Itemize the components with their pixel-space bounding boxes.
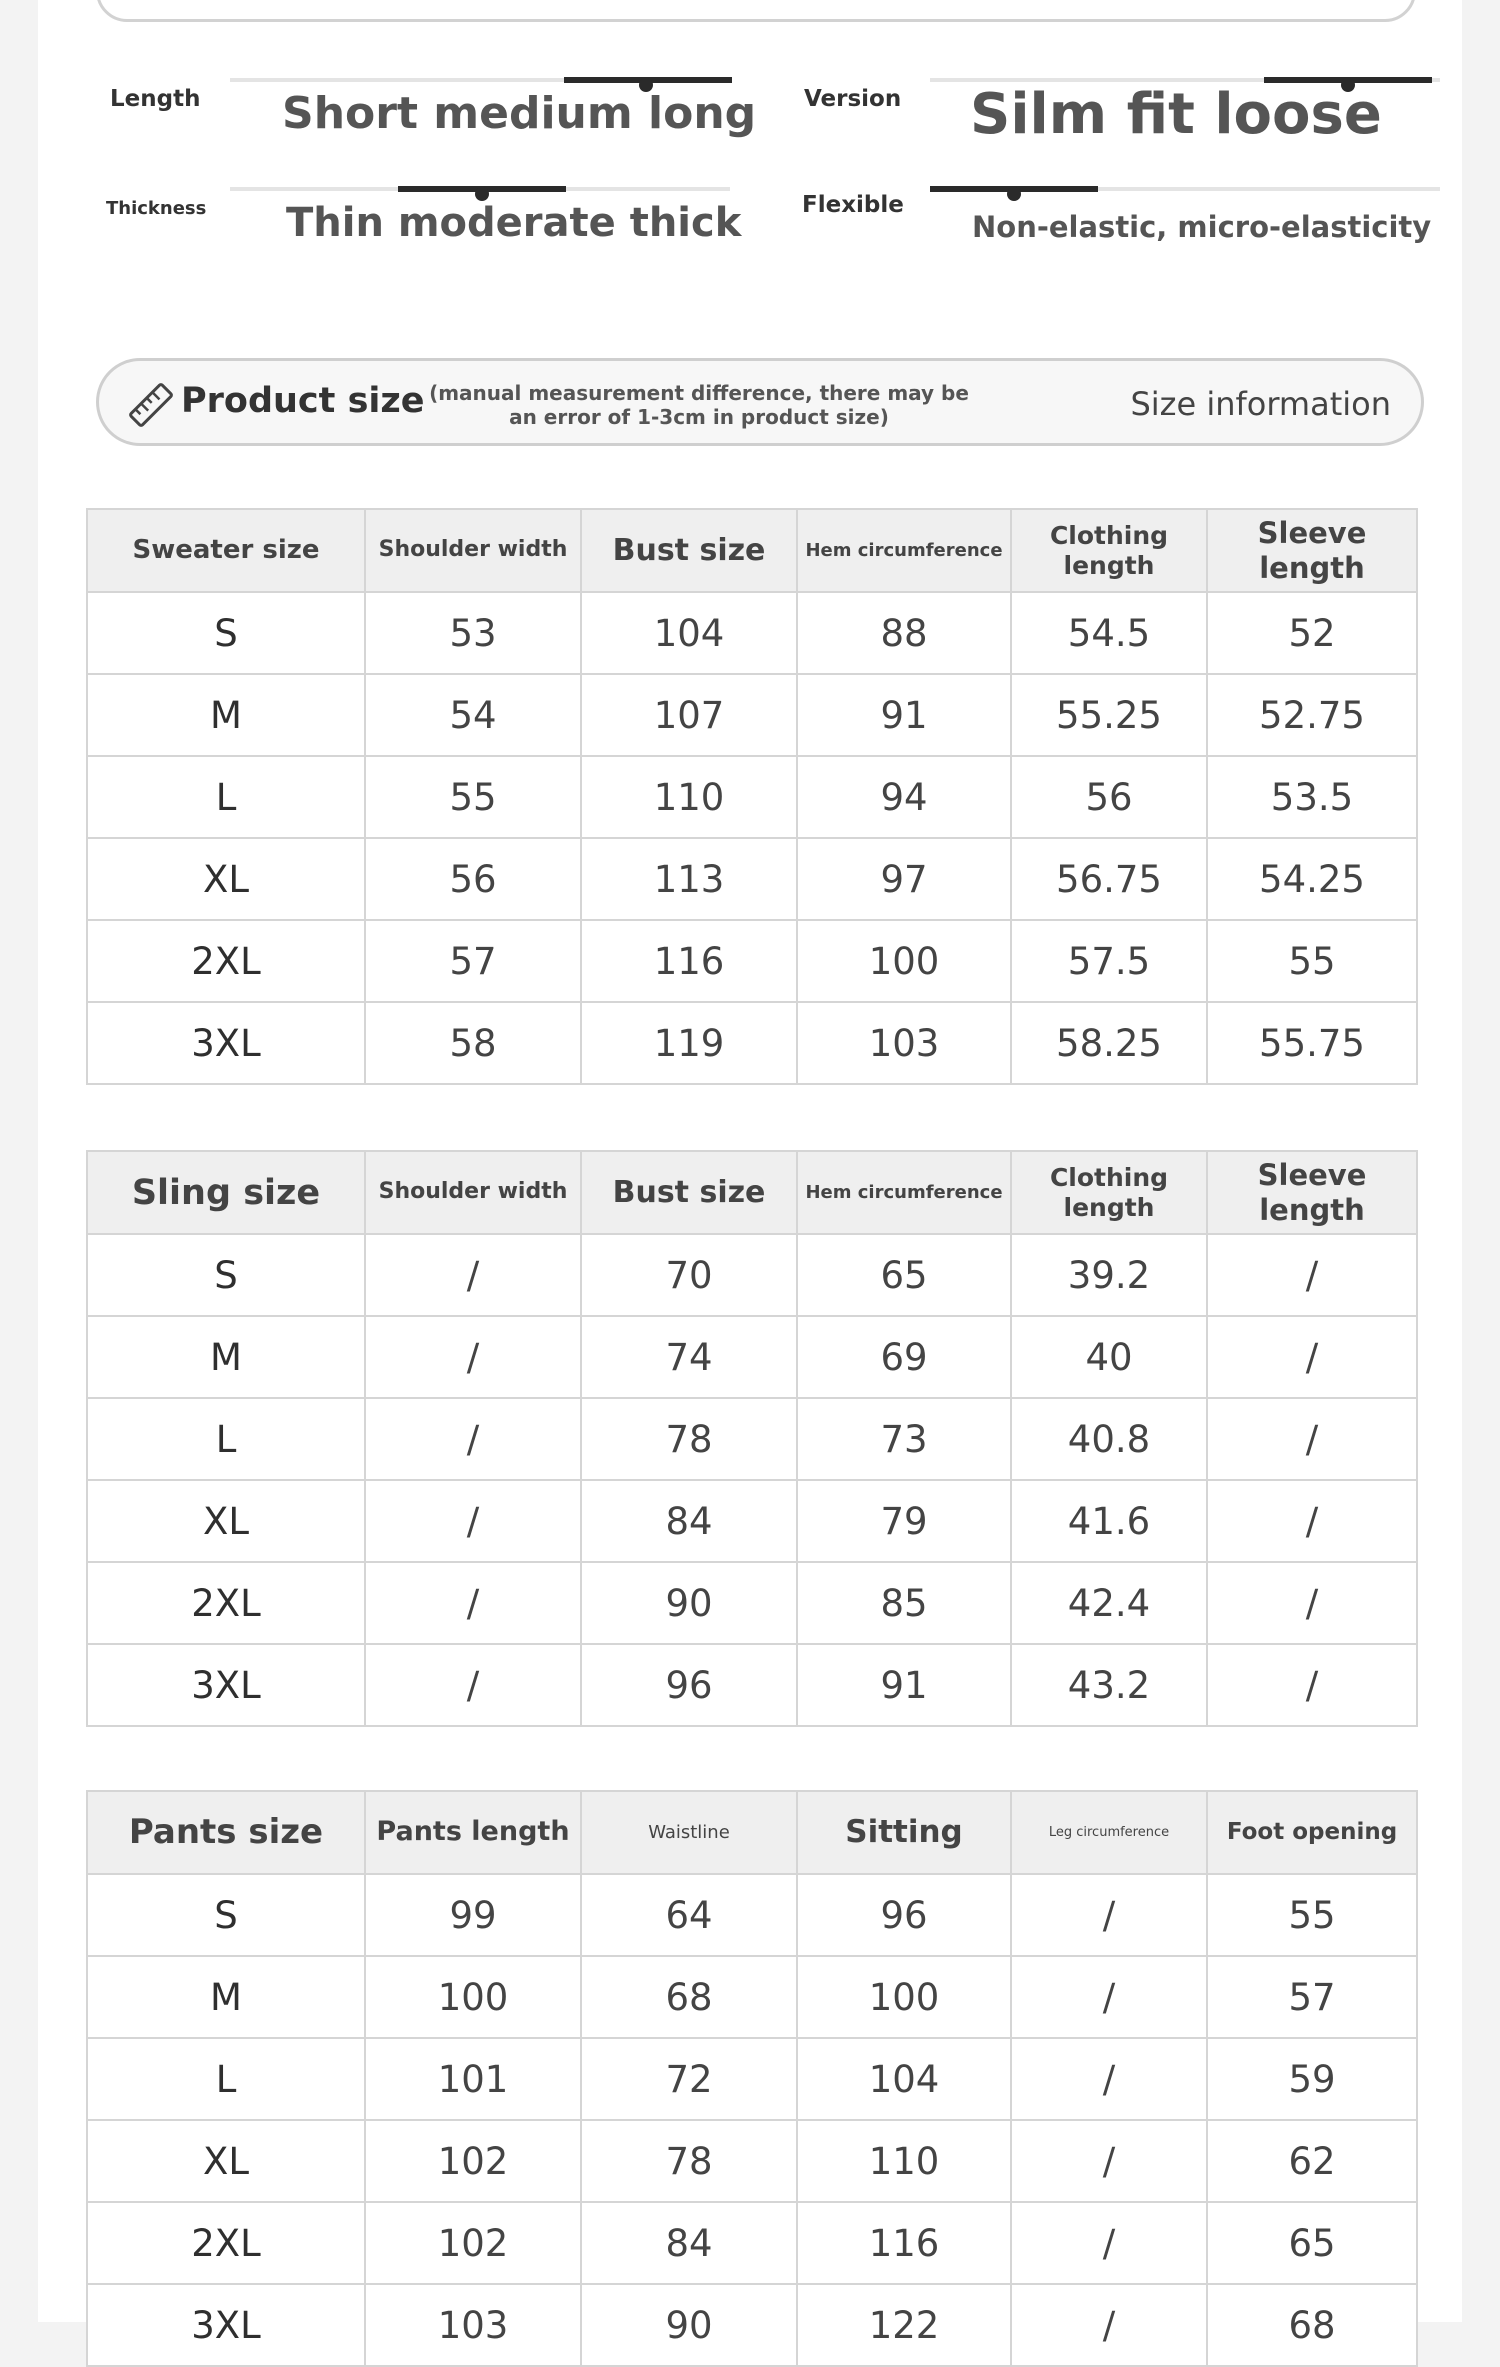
table-cell: 56: [365, 838, 581, 920]
table-cell: 56: [1011, 756, 1207, 838]
table-cell: /: [365, 1316, 581, 1398]
table-cell: /: [1011, 2038, 1207, 2120]
table-row: [87, 1480, 1417, 1562]
table-cell: /: [1207, 1644, 1417, 1726]
table-cell: /: [365, 1562, 581, 1644]
table-cell: 57: [365, 920, 581, 1002]
table-cell: 100: [797, 920, 1011, 1002]
header-hem-circumference: Hem circumference: [797, 1151, 1011, 1234]
table-row: [87, 920, 1417, 1002]
table-cell: 39.2: [1011, 1234, 1207, 1316]
table-cell: 53: [365, 592, 581, 674]
header-size: Sweater size: [87, 509, 365, 592]
table-row: [87, 1956, 1417, 2038]
table-cell: 57.5: [1011, 920, 1207, 1002]
table-cell: 90: [581, 1562, 797, 1644]
header-bust-size: Bust size: [581, 1151, 797, 1234]
size-cell: 3XL: [87, 1002, 365, 1084]
table-cell: /: [1207, 1480, 1417, 1562]
table-row: [87, 1398, 1417, 1480]
header-sleeve-length: Sleeve length: [1207, 509, 1417, 592]
table-cell: 102: [365, 2120, 581, 2202]
flexible-value: Non-elastic, micro-elasticity: [972, 210, 1432, 244]
table-cell: 110: [797, 2120, 1011, 2202]
table-cell: /: [1011, 2202, 1207, 2284]
table-header-row: [87, 509, 1417, 592]
table-cell: 57: [1207, 1956, 1417, 2038]
table-cell: 78: [581, 1398, 797, 1480]
header-shoulder-width: Shoulder width: [365, 1151, 581, 1234]
table-cell: 69: [797, 1316, 1011, 1398]
table-cell: /: [1011, 1874, 1207, 1956]
header-clothing-length: Clothing length: [1011, 509, 1207, 592]
table-cell: 73: [797, 1398, 1011, 1480]
table-cell: 96: [797, 1874, 1011, 1956]
table-cell: /: [365, 1480, 581, 1562]
table-cell: 72: [581, 2038, 797, 2120]
length-value: Short medium long: [282, 88, 757, 139]
table-cell: 54.5: [1011, 592, 1207, 674]
table-cell: 64: [581, 1874, 797, 1956]
size-cell: M: [87, 674, 365, 756]
thickness-value: Thin moderate thick: [286, 200, 742, 246]
table-cell: 104: [581, 592, 797, 674]
table-cell: /: [1011, 1956, 1207, 2038]
length-label: Length: [110, 86, 201, 112]
section-header-pill: [96, 0, 1416, 22]
table-cell: 107: [581, 674, 797, 756]
table-cell: 40.8: [1011, 1398, 1207, 1480]
table-cell: 40: [1011, 1316, 1207, 1398]
size-cell: 3XL: [87, 2284, 365, 2366]
size-cell: L: [87, 756, 365, 838]
table-cell: 103: [797, 1002, 1011, 1084]
table-row: [87, 1316, 1417, 1398]
table-cell: 55: [1207, 920, 1417, 1002]
table-cell: 59: [1207, 2038, 1417, 2120]
table-row: [87, 2284, 1417, 2366]
table-row: [87, 674, 1417, 756]
header-sitting: Sitting: [797, 1791, 1011, 1874]
header-hem-circumference: Hem circumference: [797, 509, 1011, 592]
table-cell: 101: [365, 2038, 581, 2120]
size-cell: M: [87, 1316, 365, 1398]
table-cell: 68: [1207, 2284, 1417, 2366]
table-cell: 94: [797, 756, 1011, 838]
table-row: [87, 756, 1417, 838]
table-cell: 42.4: [1011, 1562, 1207, 1644]
table-cell: 103: [365, 2284, 581, 2366]
table-cell: 84: [581, 1480, 797, 1562]
table-cell: /: [1011, 2120, 1207, 2202]
table-cell: 58: [365, 1002, 581, 1084]
table-cell: 62: [1207, 2120, 1417, 2202]
size-cell: L: [87, 1398, 365, 1480]
version-label: Version: [804, 86, 902, 112]
table-row: [87, 1874, 1417, 1956]
table-cell: 119: [581, 1002, 797, 1084]
table-row: [87, 1234, 1417, 1316]
table-cell: /: [365, 1644, 581, 1726]
flexible-indicator-dot: [1007, 187, 1021, 201]
product-size-note: (manual measurement difference, there may be an error of 1-3cm in product size): [429, 381, 969, 429]
table-row: [87, 1644, 1417, 1726]
table-cell: /: [1207, 1316, 1417, 1398]
table-row: [87, 838, 1417, 920]
ruler-icon: [127, 381, 175, 429]
table-row: [87, 1562, 1417, 1644]
table-cell: 52: [1207, 592, 1417, 674]
flexible-label: Flexible: [802, 192, 904, 218]
table-cell: 78: [581, 2120, 797, 2202]
table-cell: 58.25: [1011, 1002, 1207, 1084]
table-cell: 88: [797, 592, 1011, 674]
table-cell: 99: [365, 1874, 581, 1956]
header-sleeve-length: Sleeve length: [1207, 1151, 1417, 1234]
table-cell: 56.75: [1011, 838, 1207, 920]
table-cell: 91: [797, 674, 1011, 756]
table-row: [87, 592, 1417, 674]
size-cell: 2XL: [87, 920, 365, 1002]
size-cell: 2XL: [87, 2202, 365, 2284]
table-cell: 91: [797, 1644, 1011, 1726]
table-cell: 104: [797, 2038, 1011, 2120]
table-cell: 79: [797, 1480, 1011, 1562]
table-cell: 55.75: [1207, 1002, 1417, 1084]
table-row: [87, 2202, 1417, 2284]
table-cell: 70: [581, 1234, 797, 1316]
thickness-label: Thickness: [106, 198, 207, 219]
table-cell: 65: [797, 1234, 1011, 1316]
table-cell: /: [365, 1234, 581, 1316]
table-row: [87, 2120, 1417, 2202]
table-cell: 116: [797, 2202, 1011, 2284]
table-cell: 100: [365, 1956, 581, 2038]
table-header-row: [87, 1791, 1417, 1874]
table-cell: 68: [581, 1956, 797, 2038]
table-cell: 43.2: [1011, 1644, 1207, 1726]
table-cell: 53.5: [1207, 756, 1417, 838]
size-cell: 2XL: [87, 1562, 365, 1644]
product-size-title: Product size: [181, 381, 425, 421]
table-cell: 97: [797, 838, 1011, 920]
table-cell: /: [365, 1398, 581, 1480]
thickness-indicator-dot: [475, 187, 489, 201]
size-cell: L: [87, 2038, 365, 2120]
header-foot-opening: Foot opening: [1207, 1791, 1417, 1874]
table-cell: 102: [365, 2202, 581, 2284]
table-row: [87, 2038, 1417, 2120]
table-cell: 84: [581, 2202, 797, 2284]
size-cell: M: [87, 1956, 365, 2038]
product-size-bar: [96, 358, 1424, 446]
header-size: Pants size: [87, 1791, 365, 1874]
size-cell: S: [87, 1234, 365, 1316]
table-cell: 113: [581, 838, 797, 920]
header-bust-size: Bust size: [581, 509, 797, 592]
size-cell: XL: [87, 838, 365, 920]
table-cell: 116: [581, 920, 797, 1002]
table-cell: 54: [365, 674, 581, 756]
size-cell: XL: [87, 1480, 365, 1562]
table-header-row: [87, 1151, 1417, 1234]
header-size: Sling size: [87, 1151, 365, 1234]
table-cell: 52.75: [1207, 674, 1417, 756]
header-clothing-length: Clothing length: [1011, 1151, 1207, 1234]
sweater-size-table: [86, 508, 1418, 1085]
table-cell: 65: [1207, 2202, 1417, 2284]
table-cell: 74: [581, 1316, 797, 1398]
size-cell: XL: [87, 2120, 365, 2202]
table-cell: 100: [797, 1956, 1011, 2038]
table-cell: 41.6: [1011, 1480, 1207, 1562]
version-value: Silm fit loose: [970, 82, 1382, 147]
table-cell: 55.25: [1011, 674, 1207, 756]
header-waistline: Waistline: [581, 1791, 797, 1874]
table-cell: 96: [581, 1644, 797, 1726]
size-information-label: Size information: [1130, 385, 1391, 423]
table-cell: 110: [581, 756, 797, 838]
table-cell: 90: [581, 2284, 797, 2366]
table-cell: 54.25: [1207, 838, 1417, 920]
size-cell: S: [87, 1874, 365, 1956]
table-cell: /: [1207, 1234, 1417, 1316]
table-cell: /: [1207, 1562, 1417, 1644]
size-cell: S: [87, 592, 365, 674]
table-cell: /: [1011, 2284, 1207, 2366]
table-cell: 122: [797, 2284, 1011, 2366]
page: [38, 0, 1462, 2347]
pants-size-table: [86, 1790, 1418, 2367]
header-pants-length: Pants length: [365, 1791, 581, 1874]
table-cell: /: [1207, 1398, 1417, 1480]
size-cell: 3XL: [87, 1644, 365, 1726]
table-cell: 85: [797, 1562, 1011, 1644]
header-leg-circumference: Leg circumference: [1011, 1791, 1207, 1874]
table-cell: 55: [1207, 1874, 1417, 1956]
header-shoulder-width: Shoulder width: [365, 509, 581, 592]
table-row: [87, 1002, 1417, 1084]
sling-size-table: [86, 1150, 1418, 1727]
table-cell: 55: [365, 756, 581, 838]
